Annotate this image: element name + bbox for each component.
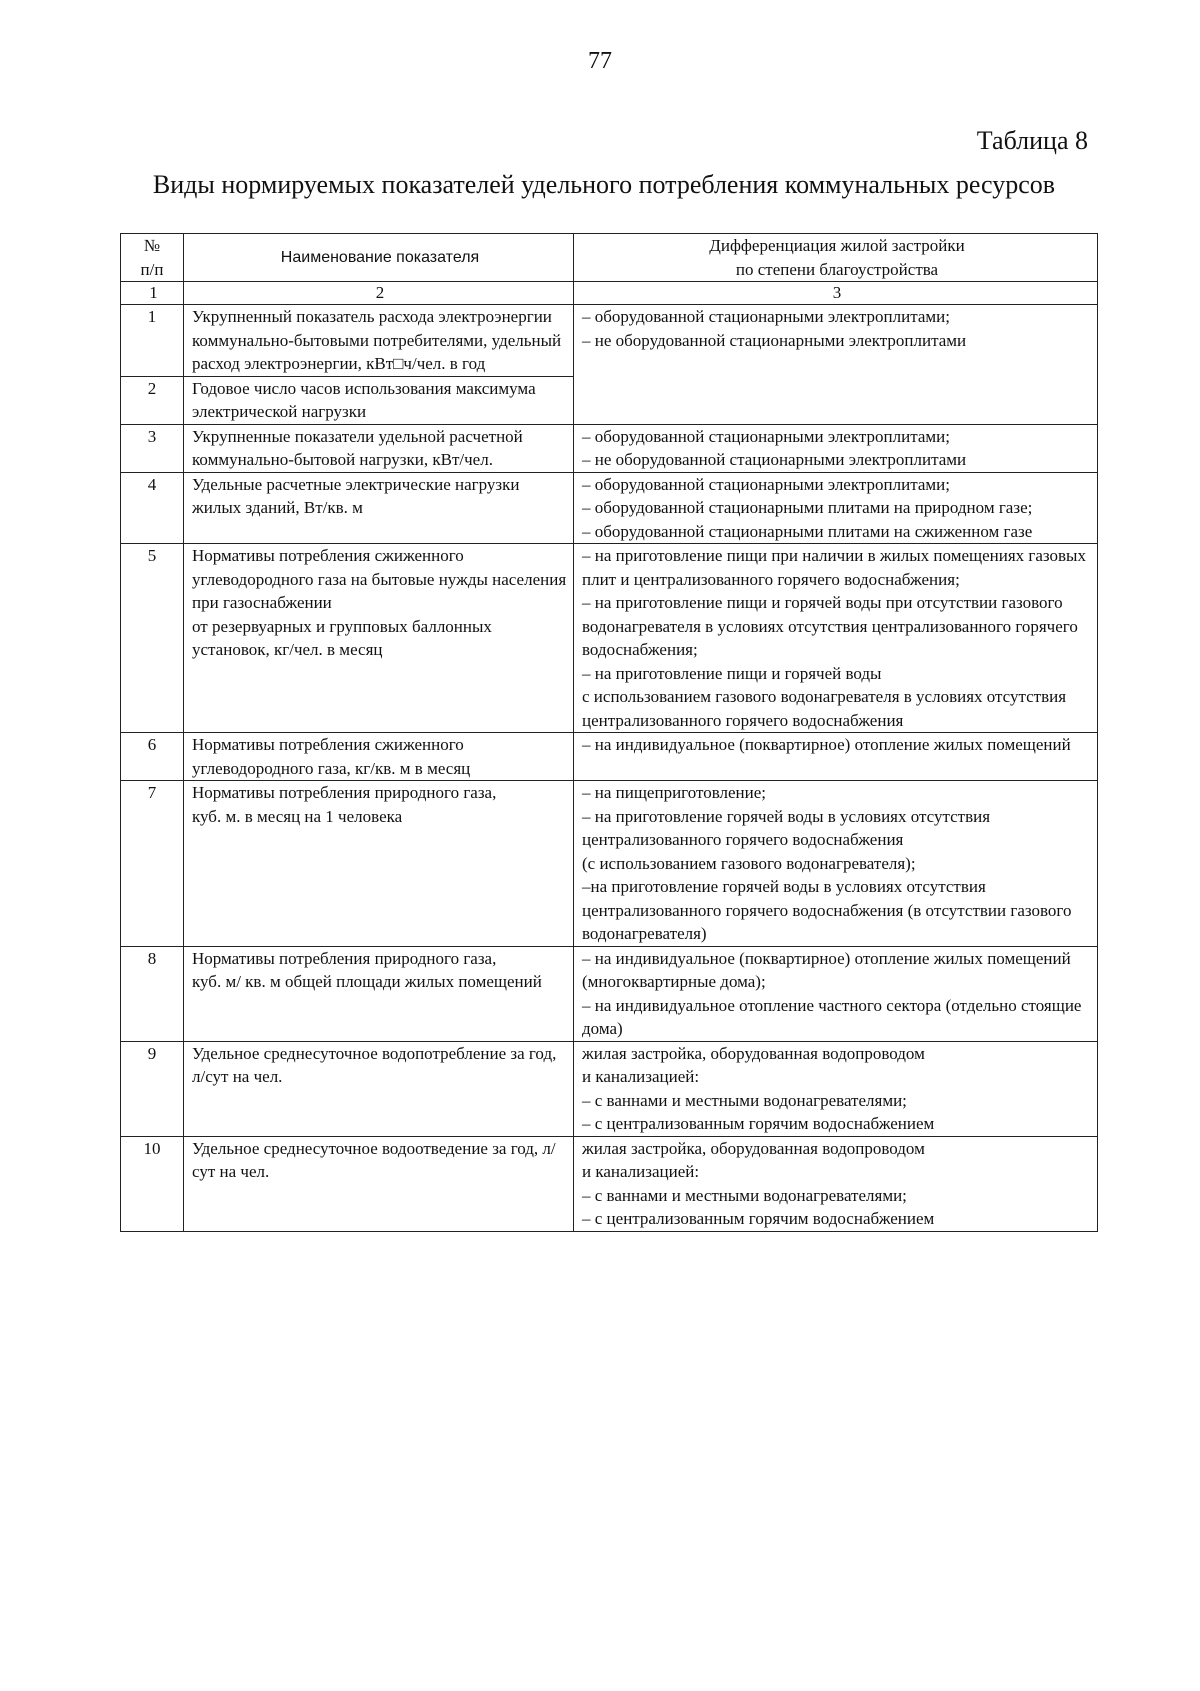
row-num: 7: [121, 781, 184, 947]
row-diff: – на индивидуальное (поквартирное) отопление жилых помещений (многоквартирные дома); – на индивидуальное отопление частного сектора (отдельно стоящие дома): [574, 946, 1098, 1041]
row-num: 1: [121, 305, 184, 377]
row-diff: – на индивидуальное (поквартирное) отопление жилых помещений: [574, 733, 1098, 781]
row-name: Укрупненный показатель расхода электроэнергии коммунально-бытовыми потребителями, удельный расход электроэнергии, кВт□ч/чел. в год: [184, 305, 574, 377]
page-number: 77: [588, 48, 612, 74]
table-row: [121, 1136, 1098, 1231]
table-row: [121, 781, 1098, 947]
row-diff: – на пищеприготовление; – на приготовление горячей воды в условиях отсутствия централизованного горячего водоснабжения (с использованием газового водонагревателя); –на приготовление горячей воды в условиях отсутствия централизованного горячего водоснабжения (в отсутствии газового водонагревателя): [574, 781, 1098, 947]
header-name: Наименование показателя: [184, 234, 574, 282]
table-row: [121, 1041, 1098, 1136]
table-row: [121, 733, 1098, 781]
row-name: Годовое число часов использования максимума электрической нагрузки: [184, 376, 574, 424]
row-diff: – оборудованной стационарными электроплитами; – не оборудованной стационарными электроплитами: [574, 305, 1098, 425]
row-num: 2: [121, 376, 184, 424]
table-row: [121, 424, 1098, 472]
row-diff: – оборудованной стационарными электроплитами; – оборудованной стационарными плитами на природном газе; – оборудованной стационарными плитами на сжиженном газе: [574, 472, 1098, 544]
column-number-1: 1: [121, 282, 184, 305]
header-num: № п/п: [121, 234, 184, 282]
row-diff: – оборудованной стационарными электроплитами; – не оборудованной стационарными электроплитами: [574, 424, 1098, 472]
header-diff: Дифференциация жилой застройки по степени благоустройства: [574, 234, 1098, 282]
row-diff: жилая застройка, оборудованная водопроводом и канализацией: – с ваннами и местными водонагревателями; – с централизованным горячим водоснабжением: [574, 1136, 1098, 1231]
column-number-2: 2: [184, 282, 574, 305]
row-name: Удельное среднесуточное водоотведение за год, л/сут на чел.: [184, 1136, 574, 1231]
row-num: 9: [121, 1041, 184, 1136]
table-header-row: [121, 234, 1098, 282]
row-name: Нормативы потребления природного газа, куб. м. в месяц на 1 человека: [184, 781, 574, 947]
document-title: Виды нормируемых показателей удельного потребления коммунальных ресурсов: [152, 170, 1056, 199]
row-name: Нормативы потребления сжиженного углеводородного газа, кг/кв. м в месяц: [184, 733, 574, 781]
row-diff: – на приготовление пищи при наличии в жилых помещениях газовых плит и централизованного горячего водоснабжения; – на приготовление пищи и горячей воды при отсутствии газового водонагревателя в условиях отсутствия централизованного горячего водоснабжения; – на приготовление пищи и горячей воды с использованием газового водонагревателя в условиях отсутствия централизованного горячего водоснабжения: [574, 544, 1098, 733]
table-row: [121, 544, 1098, 733]
row-num: 8: [121, 946, 184, 1041]
row-name: Укрупненные показатели удельной расчетной коммунально-бытовой нагрузки, кВт/чел.: [184, 424, 574, 472]
row-diff: жилая застройка, оборудованная водопроводом и канализацией: – с ваннами и местными водонагревателями; – с централизованным горячим водоснабжением: [574, 1041, 1098, 1136]
row-num: 3: [121, 424, 184, 472]
column-numbers-row: [121, 282, 1098, 305]
table-caption: Таблица 8: [976, 126, 1088, 155]
row-name: Нормативы потребления сжиженного углеводородного газа на бытовые нужды населения при газоснабжении от резервуарных и групповых баллонных установок, кг/чел. в месяц: [184, 544, 574, 733]
table-row: [121, 305, 1098, 377]
row-num: 4: [121, 472, 184, 544]
row-name: Нормативы потребления природного газа, куб. м/ кв. м общей площади жилых помещений: [184, 946, 574, 1041]
table-row: [121, 946, 1098, 1041]
table-row: [121, 472, 1098, 544]
row-num: 10: [121, 1136, 184, 1231]
row-name: Удельные расчетные электрические нагрузки жилых зданий, Вт/кв. м: [184, 472, 574, 544]
row-num: 5: [121, 544, 184, 733]
indicators-table: [120, 233, 1098, 1232]
column-number-3: 3: [574, 282, 1098, 305]
row-num: 6: [121, 733, 184, 781]
row-name: Удельное среднесуточное водопотребление за год, л/сут на чел.: [184, 1041, 574, 1136]
